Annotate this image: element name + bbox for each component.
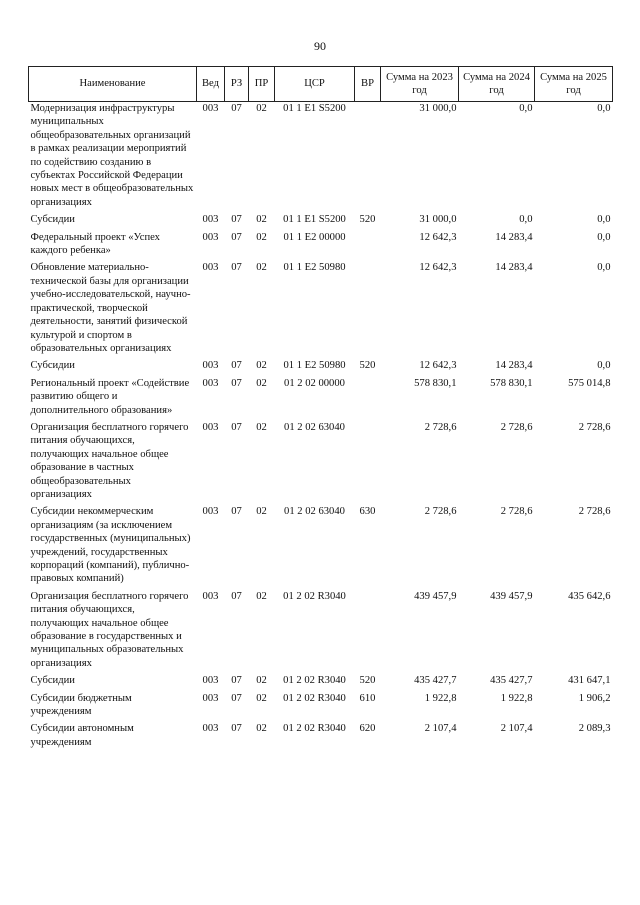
cell-vr — [355, 421, 381, 505]
cell-rz: 07 — [231, 360, 242, 372]
cell-sum-2025: 0,0 — [597, 262, 611, 274]
cell-rz: 07 — [231, 590, 242, 602]
cell-rz: 07 — [231, 506, 242, 518]
cell-name: Обновление материально-технической базы для организации учебно-исследовательской, научно-практической, творческой деятельности, занятий физической культурой и спортом в образовательных организациях — [30, 262, 191, 354]
cell-pr: 02 — [256, 590, 267, 602]
cell-pr: 02 — [256, 262, 267, 274]
cell-csr: 01 1 E2 50980 — [283, 360, 346, 372]
cell-pr: 02 — [256, 360, 267, 372]
table-row — [29, 421, 613, 505]
cell-sum-2023: 578 830,1 — [414, 377, 457, 389]
cell-vr: 620 — [359, 723, 376, 735]
cell-sum-2024: 439 457,9 — [490, 590, 533, 602]
cell-sum-2024: 14 283,4 — [495, 231, 533, 243]
header-csr: ЦСР — [275, 67, 355, 102]
cell-pr: 02 — [256, 231, 267, 243]
budget-table — [28, 66, 613, 753]
cell-ved: 003 — [202, 103, 219, 114]
cell-sum-2023: 2 728,6 — [424, 421, 457, 433]
cell-sum-2025: 2 728,6 — [578, 421, 611, 433]
cell-name: Субсидии — [30, 675, 75, 687]
cell-name: Субсидии некоммерческим организациям (за исключением государственных (муниципальных) учреждений, государственных корпораций (компаний), публично-правовых компаний) — [30, 506, 191, 585]
cell-csr: 01 1 E1 S5200 — [283, 103, 346, 114]
cell-name: Субсидии — [30, 360, 75, 372]
cell-vr: 630 — [359, 506, 376, 518]
cell-vr — [355, 231, 381, 262]
cell-name: Региональный проект «Содействие развитию общего и дополнительного образования» — [30, 377, 190, 416]
cell-sum-2023: 2 107,4 — [424, 723, 457, 735]
cell-sum-2024: 0,0 — [519, 214, 533, 226]
cell-sum-2025: 1 906,2 — [578, 692, 611, 704]
cell-csr: 01 2 02 R3040 — [283, 692, 346, 704]
cell-ved: 003 — [202, 506, 219, 518]
cell-ved: 003 — [202, 214, 219, 226]
cell-csr: 01 2 02 63040 — [284, 506, 345, 518]
cell-ved: 003 — [202, 675, 219, 687]
header-vr: ВР — [355, 67, 381, 102]
cell-vr — [355, 590, 381, 674]
cell-name: Федеральный проект «Успех каждого ребенка» — [30, 231, 160, 257]
cell-vr: 520 — [359, 675, 376, 687]
cell-csr: 01 1 E1 S5200 — [283, 214, 346, 226]
cell-pr: 02 — [256, 692, 267, 704]
cell-ved: 003 — [202, 723, 219, 735]
cell-vr: 610 — [359, 692, 376, 704]
cell-sum-2023: 2 728,6 — [424, 506, 457, 518]
cell-pr: 02 — [256, 103, 267, 114]
cell-sum-2024: 578 830,1 — [490, 377, 533, 389]
cell-rz: 07 — [231, 692, 242, 704]
header-ved: Вед — [197, 67, 225, 102]
cell-sum-2023: 1 922,8 — [424, 692, 457, 704]
cell-sum-2024: 0,0 — [519, 103, 533, 114]
table-row — [29, 377, 613, 421]
table-row — [29, 102, 613, 214]
cell-ved: 003 — [202, 692, 219, 704]
cell-sum-2025: 2 728,6 — [578, 506, 611, 518]
cell-vr — [355, 261, 381, 359]
cell-sum-2024: 1 922,8 — [500, 692, 533, 704]
cell-sum-2024: 2 107,4 — [500, 723, 533, 735]
cell-ved: 003 — [202, 231, 219, 243]
cell-ved: 003 — [202, 590, 219, 602]
table-row — [29, 722, 613, 753]
cell-sum-2025: 575 014,8 — [568, 377, 611, 389]
table-row — [29, 213, 613, 230]
cell-csr: 01 2 02 R3040 — [283, 675, 346, 687]
cell-sum-2023: 439 457,9 — [414, 590, 457, 602]
cell-name: Субсидии — [30, 214, 75, 226]
cell-rz: 07 — [231, 103, 242, 114]
table-row — [29, 231, 613, 262]
cell-ved: 003 — [202, 262, 219, 274]
cell-sum-2025: 0,0 — [597, 214, 611, 226]
cell-pr: 02 — [256, 377, 267, 389]
cell-rz: 07 — [231, 421, 242, 433]
table-body — [29, 102, 613, 754]
table-row — [29, 505, 613, 589]
header-sum-2023: Сумма на 2023 год — [381, 67, 459, 102]
cell-rz: 07 — [231, 231, 242, 243]
cell-sum-2025: 0,0 — [597, 360, 611, 372]
cell-sum-2023: 435 427,7 — [414, 675, 457, 687]
cell-sum-2025: 0,0 — [597, 231, 611, 243]
cell-vr: 520 — [359, 214, 376, 226]
cell-name: Субсидии автономным учреждениям — [30, 723, 134, 748]
cell-pr: 02 — [256, 214, 267, 226]
cell-csr: 01 1 E2 00000 — [283, 231, 346, 243]
cell-name: Модернизация инфраструктуры муниципальных общеобразовательных организаций в рамках реализации мероприятий по содействию созданию в субъектах Российской Федерации новых мест в общеобразовательных организациях — [30, 103, 194, 208]
header-sum-2025: Сумма на 2025 год — [535, 67, 613, 102]
cell-name: Организация бесплатного горячего питания обучающихся, получающих начальное общее образование в государственных и муниципальных образовательных организациях — [30, 590, 189, 669]
cell-sum-2023: 12 642,3 — [419, 231, 457, 243]
cell-csr: 01 2 02 63040 — [284, 421, 345, 433]
table-row — [29, 359, 613, 376]
cell-sum-2023: 12 642,3 — [419, 262, 457, 274]
cell-name: Организация бесплатного горячего питания обучающихся, получающих начальное общее образование в частных общеобразовательных организациях — [30, 421, 189, 500]
cell-sum-2025: 435 642,6 — [568, 590, 611, 602]
cell-sum-2023: 31 000,0 — [419, 214, 457, 226]
cell-rz: 07 — [231, 675, 242, 687]
table-row — [29, 261, 613, 359]
cell-ved: 003 — [202, 377, 219, 389]
cell-sum-2023: 31 000,0 — [419, 103, 457, 114]
cell-sum-2024: 14 283,4 — [495, 360, 533, 372]
cell-sum-2024: 14 283,4 — [495, 262, 533, 274]
cell-rz: 07 — [231, 214, 242, 226]
cell-csr: 01 2 02 R3040 — [283, 590, 346, 602]
cell-ved: 003 — [202, 421, 219, 433]
table-row — [29, 692, 613, 723]
page-number: 90 — [314, 39, 326, 53]
cell-rz: 07 — [231, 723, 242, 735]
cell-sum-2024: 435 427,7 — [490, 675, 533, 687]
table-row — [29, 674, 613, 691]
table-header-row — [29, 67, 613, 102]
header-rz: РЗ — [225, 67, 249, 102]
cell-sum-2024: 2 728,6 — [500, 506, 533, 518]
cell-sum-2025: 2 089,3 — [578, 723, 611, 735]
cell-csr: 01 2 02 R3040 — [283, 723, 346, 735]
cell-pr: 02 — [256, 421, 267, 433]
cell-csr: 01 2 02 00000 — [284, 377, 345, 389]
cell-pr: 02 — [256, 723, 267, 735]
header-name: Наименование — [29, 67, 197, 102]
cell-vr — [355, 377, 381, 421]
cell-sum-2024: 2 728,6 — [500, 421, 533, 433]
cell-vr: 520 — [359, 360, 376, 372]
cell-sum-2025: 431 647,1 — [568, 675, 611, 687]
cell-ved: 003 — [202, 360, 219, 372]
cell-rz: 07 — [231, 377, 242, 389]
header-pr: ПР — [249, 67, 275, 102]
cell-pr: 02 — [256, 506, 267, 518]
cell-name: Субсидии бюджетным учреждениям — [30, 692, 132, 718]
cell-sum-2023: 12 642,3 — [419, 360, 457, 372]
cell-vr — [355, 102, 381, 214]
cell-rz: 07 — [231, 262, 242, 274]
cell-sum-2025: 0,0 — [597, 103, 611, 114]
table-row — [29, 590, 613, 674]
header-sum-2024: Сумма на 2024 год — [459, 67, 535, 102]
cell-csr: 01 1 E2 50980 — [283, 262, 346, 274]
cell-pr: 02 — [256, 675, 267, 687]
